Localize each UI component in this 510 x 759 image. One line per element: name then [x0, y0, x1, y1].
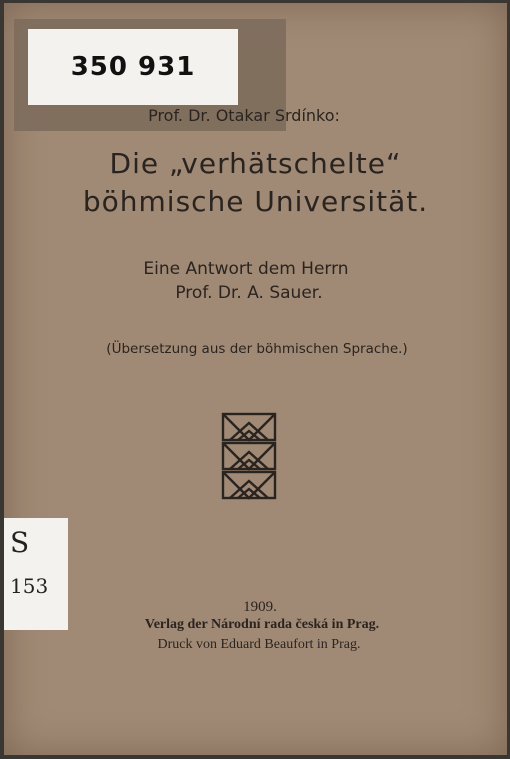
publisher-line: Verlag der Národní rada česká in Prag.: [144, 617, 380, 632]
subtitle-line-1: Eine Antwort dem Herrn: [143, 259, 349, 279]
shelf-mark-number: 153: [10, 574, 49, 598]
author-line: Prof. Dr. Otakar Srdínko:: [148, 106, 340, 125]
publication-year: 1909.: [243, 599, 277, 615]
translation-note: (Übersetzung aus der böhmischen Sprache.): [106, 341, 408, 357]
shelf-mark-letter: S: [10, 526, 30, 559]
catalog-number-label: [28, 29, 238, 105]
catalog-number: 350 931: [70, 52, 196, 82]
title-line-2: böhmische Universität.: [82, 185, 429, 218]
ornament-icon: [220, 411, 278, 501]
shelf-mark-label: [4, 518, 68, 630]
title-line-1: Die „verhätschelte“: [109, 147, 402, 180]
book-cover: [4, 3, 507, 755]
subtitle-line-2: Prof. Dr. A. Sauer.: [175, 283, 323, 303]
printer-line: Druck von Eduard Beaufort in Prag.: [157, 637, 361, 652]
